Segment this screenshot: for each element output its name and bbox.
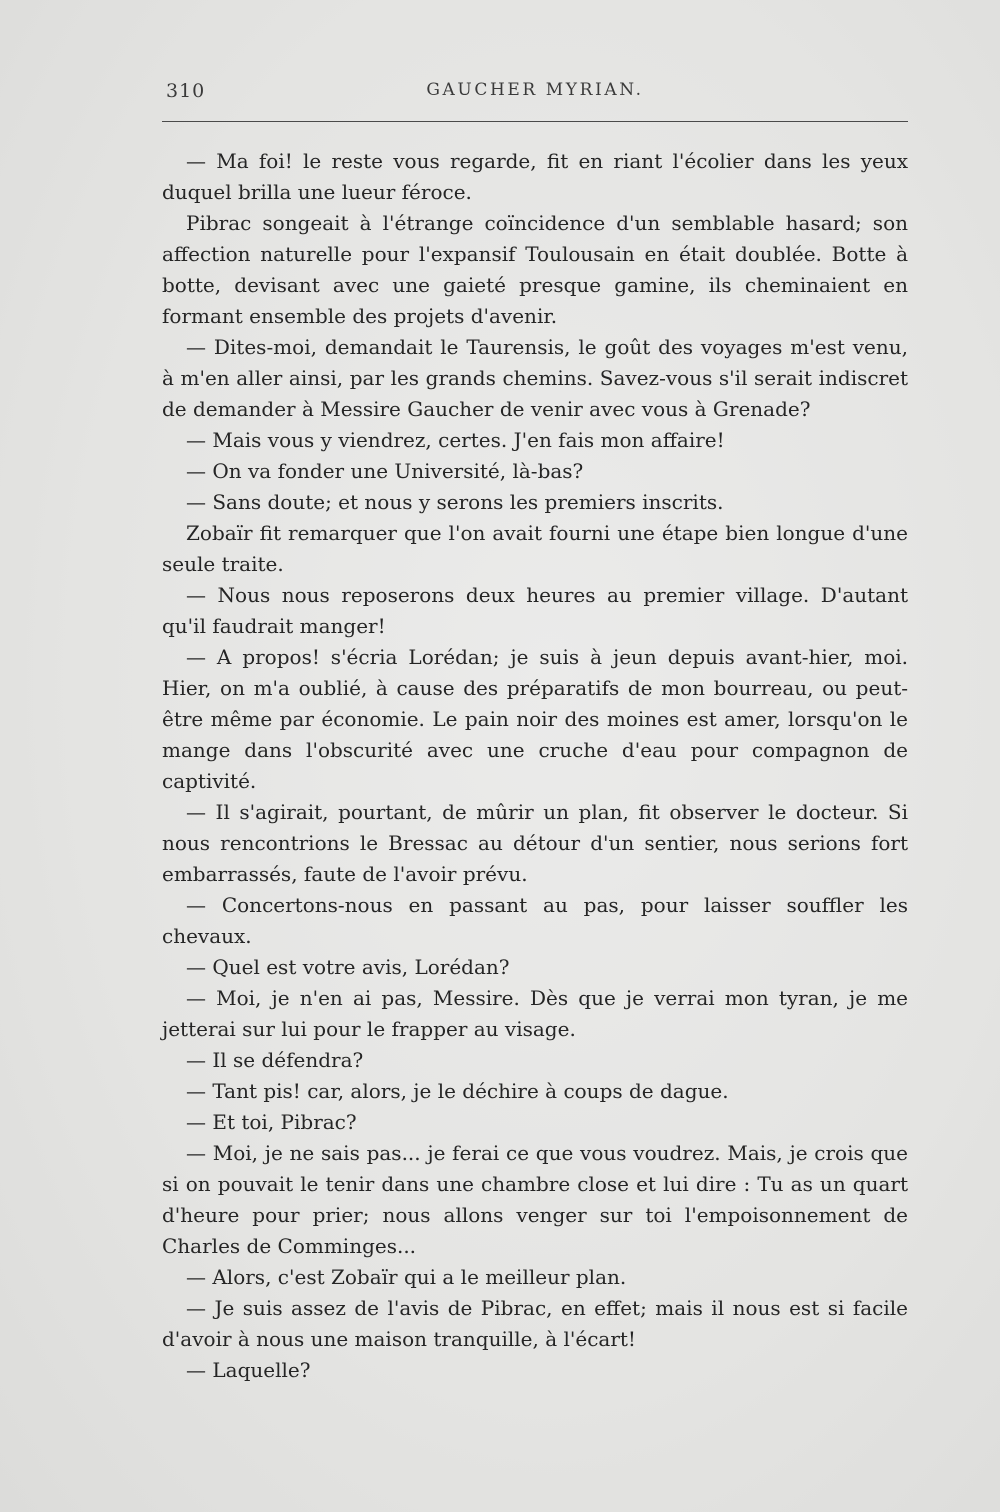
paragraph: — On va fonder une Université, là-bas? <box>186 459 584 483</box>
paragraph: — Concertons-nous en passant au pas, pour laisser souffler les chevaux. <box>162 893 908 948</box>
paragraph: — Quel est votre avis, Lorédan? <box>186 955 510 979</box>
paragraph: — Je suis assez de l'avis de Pibrac, en effet; mais il nous est si facile d'avoir à nous une maison tranquille, à l'écart! <box>162 1296 908 1351</box>
paragraph: — A propos! s'écria Lorédan; je suis à jeun depuis avant-hier, moi. Hier, on m'a oublié, à cause des préparatifs de mon bourreau, ou peut-être même par économie. Le pain noir des moines est amer, lorsqu'on le mange dans l'obscurité avec une cruche d'eau pour compagnon de captivité. <box>162 645 908 793</box>
paragraph: — Alors, c'est Zobaïr qui a le meilleur plan. <box>186 1265 627 1289</box>
paragraph: — Laquelle? <box>186 1358 311 1382</box>
paragraph: — Tant pis! car, alors, je le déchire à coups de dague. <box>186 1079 729 1103</box>
paragraph: — Sans doute; et nous y serons les premiers inscrits. <box>186 490 724 514</box>
paragraph: Pibrac songeait à l'étrange coïncidence d'un semblable hasard; son affection naturelle pour l'expansif Toulousain en était doublée. Botte à botte, devisant avec une gaieté presque gamine, ils cheminaient en formant ensemble des projets d'avenir. <box>162 211 908 328</box>
running-head <box>162 80 908 110</box>
paragraph: — Et toi, Pibrac? <box>186 1110 357 1134</box>
paragraph: — Il s'agirait, pourtant, de mûrir un plan, fit observer le docteur. Si nous rencontrions le Bressac au détour d'un sentier, nous serions fort embarrassés, faute de l'avoir prévu. <box>162 800 908 886</box>
page-number: 310 <box>166 80 206 102</box>
paragraph: Zobaïr fit remarquer que l'on avait fourni une étape bien longue d'une seule traite. <box>162 521 908 576</box>
paragraph: — Mais vous y viendrez, certes. J'en fais mon affaire! <box>186 428 725 452</box>
paragraph: — Nous nous reposerons deux heures au premier village. D'autant qu'il faudrait manger! <box>162 583 908 638</box>
paragraph: — Moi, je ne sais pas... je ferai ce que vous voudrez. Mais, je crois que si on pouvait le tenir dans une chambre close et lui dire : Tu as un quart d'heure pour prier; nous allons venger sur toi l'empoisonnement de Charles de Comminges... <box>162 1141 908 1258</box>
body-text <box>162 146 908 1386</box>
paragraph: — Ma foi! le reste vous regarde, fit en riant l'écolier dans les yeux duquel brilla une lueur féroce. <box>162 149 908 204</box>
paragraph: — Moi, je n'en ai pas, Messire. Dès que je verrai mon tyran, je me jetterai sur lui pour le frapper au visage. <box>162 986 908 1041</box>
paragraph: — Dites-moi, demandait le Taurensis, le goût des voyages m'est venu, à m'en aller ainsi, par les grands chemins. Savez-vous s'il serait indiscret de demander à Messire Gaucher de venir avec vous à Grenade? <box>162 335 908 421</box>
running-title: GAUCHER MYRIAN. <box>426 80 644 100</box>
header-rule <box>162 121 908 122</box>
paragraph: — Il se défendra? <box>186 1048 364 1072</box>
